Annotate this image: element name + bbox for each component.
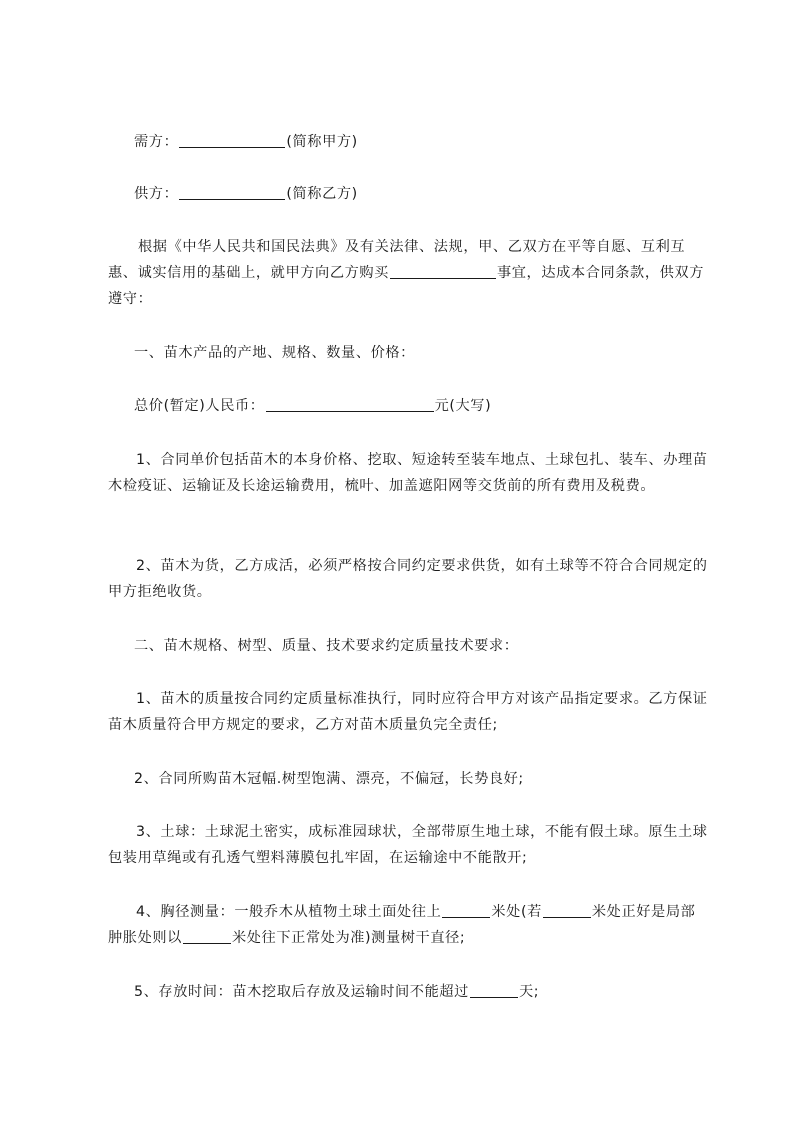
intro-text-1: 根据《中华人民共和国民法典》及有关法律、法规，甲、乙双方在平等自愿、互利互惠、诚实信用的基础上，就甲方向乙方购买 [108,239,686,281]
item5-text-1: 5、存放时间：苗木挖取后存放及运输时间不能超过 [134,984,469,1000]
supplier-name-blank[interactable] [179,185,285,200]
supplier-label: 供方： [134,186,179,202]
supplier-suffix: (简称乙方) [286,186,358,202]
item5-text-2: 天; [518,984,540,1000]
section1-title: 一、苗木产品的产地、规格、数量、价格： [134,345,415,361]
total-price-blank[interactable] [266,397,434,412]
item4-text-4: 米处往下正常处为准)测量树干直径; [231,930,466,946]
total-price-label: 总价(暂定)人民币： [134,398,265,414]
measure-height-blank-1[interactable] [442,903,490,918]
item4-text-3: 米处正好是局部肿胀处则以 [108,904,696,946]
supplier-line [108,181,708,207]
intro-text-2: 事宜，达成本合同条款，供双方遵守： [108,265,704,307]
buyer-suffix: (简称甲方) [286,134,358,150]
section2-item4 [108,899,708,951]
section2-item5 [108,979,708,1005]
item4-text-2: 米处(若 [491,904,542,920]
buyer-name-blank[interactable] [179,133,285,148]
section1-item2: 2、苗木为货，乙方成活，必须严格按合同约定要求供货，如有土球等不符合合同规定的甲方拒绝收货。 [108,558,708,600]
section2-item3: 3、土球：土球泥土密实，成标准园球状，全部带原生地土球，不能有假土球。原生土球包装用草绳或有孔透气塑料薄膜包扎牢固，在运输途中不能散开; [108,824,708,866]
section2-item1: 1、苗木的质量按合同约定质量标准执行，同时应符合甲方对该产品指定要求。乙方保证苗木质量符合甲方规定的要求，乙方对苗木质量负完全责任; [108,691,708,733]
section2-item2: 2、合同所购苗木冠幅.树型饱满、漂亮，不偏冠，长势良好; [134,771,524,787]
storage-days-blank[interactable] [470,983,518,998]
section1-item1: 1、合同单价包括苗木的本身价格、挖取、短途转至装车地点、土球包扎、装车、办理苗木检疫证、运输证及长途运输费用，梳叶、加盖遮阳网等交货前的所有费用及税费。 [108,452,708,494]
total-price-line [108,393,708,419]
intro-paragraph [108,234,708,312]
buyer-label: 需方： [134,134,179,150]
buyer-line [108,129,708,155]
item4-text-1: 4、胸径测量：一般乔木从植物土球土面处往上 [136,904,442,920]
measure-height-blank-3[interactable] [183,929,231,944]
measure-height-blank-2[interactable] [543,903,591,918]
section2-title: 二、苗木规格、树型、质量、技术要求约定质量技术要求： [134,638,519,654]
total-price-suffix: 元(大写) [434,398,492,414]
purchase-item-blank[interactable] [390,264,496,279]
